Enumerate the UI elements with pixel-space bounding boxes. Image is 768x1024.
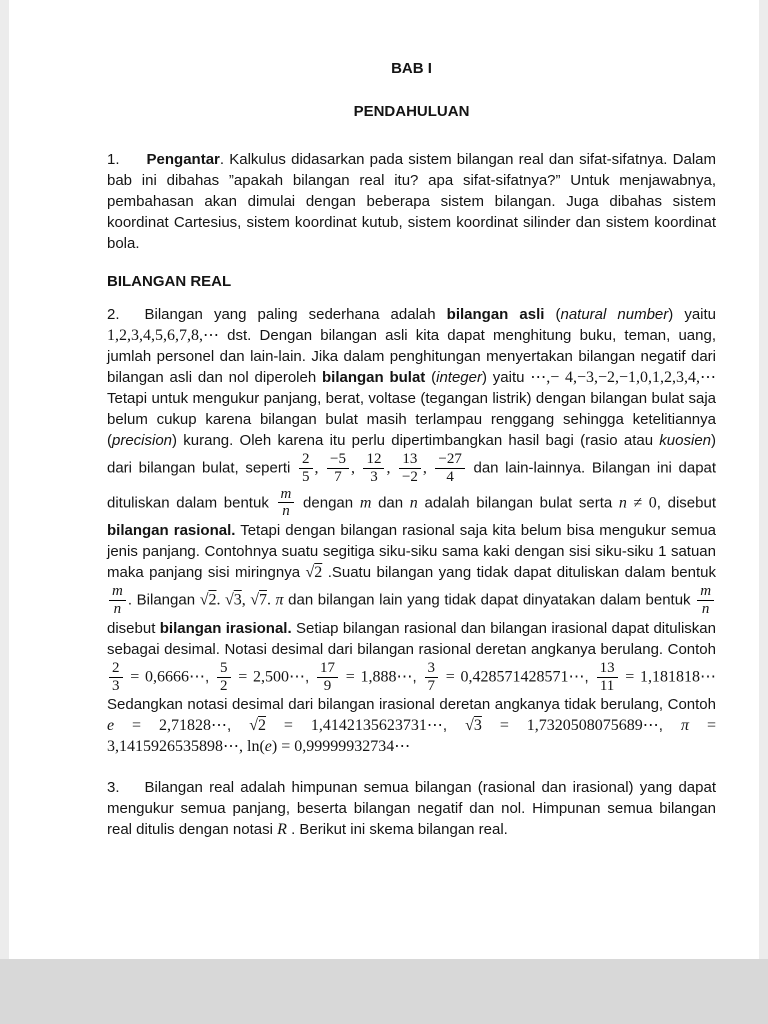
- fraction: $\frac{m}{n}$: [278, 486, 295, 521]
- text-run: 1,2,3,4,5,6,7,8,⋯: [107, 327, 219, 344]
- text-run: precision: [112, 432, 173, 449]
- text-run: ) kurang. Oleh karena itu perlu dipertimbangkan hasil bagi (rasio atau: [172, 432, 660, 449]
- text-run: 1.: [107, 151, 120, 168]
- fraction: $\frac{2}{5}$: [299, 451, 313, 486]
- text-run: ⋯,− 4,−3,−2,−1,0,1,2,3,4,⋯: [530, 369, 717, 386]
- paragraph-3: [107, 777, 716, 840]
- text-run: ) = 0,99999932734⋯: [271, 738, 411, 756]
- text-run: BILANGAN REAL: [107, 273, 232, 290]
- text-run: ,: [422, 459, 434, 477]
- radical: √3: [465, 717, 482, 735]
- text-run: Tetapi untuk mengukur panjang, berat, voltase (tegangan listrik) dengan bilangan bulat saja belum cukup karena bilangan bulat masih terlampau renggang sehingga ketelitiannya (: [107, 390, 716, 449]
- paragraph-2: [107, 304, 716, 757]
- radical: √2: [199, 591, 217, 609]
- text-run: π: [681, 717, 690, 735]
- text-run: m: [359, 493, 372, 511]
- text-run: e: [107, 717, 115, 735]
- fraction: $\frac{5}{2}$: [217, 660, 231, 695]
- text-run: ,: [241, 591, 251, 609]
- text-run: disebut: [107, 619, 160, 637]
- document-body: [9, 0, 759, 840]
- text-run: (: [425, 369, 437, 386]
- text-run: , ln(: [239, 738, 265, 756]
- text-run: PENDAHULUAN: [353, 103, 470, 120]
- text-run: R: [277, 821, 287, 839]
- text-run: ,: [226, 717, 250, 735]
- text-run: = 2,71828⋯: [114, 717, 227, 735]
- fraction: $\frac{13}{11}$: [597, 660, 618, 695]
- text-run: Bilangan real adalah himpunan semua bilangan (rasional dan irasional) yang dapat mengukur semua panjang, beserta bilangan negatif dan nol. Himpunan semua bilangan real ditulis dengan notasi: [107, 779, 716, 839]
- spacer: [120, 163, 147, 164]
- text-run: π: [275, 591, 284, 609]
- text-run: n: [618, 493, 627, 511]
- text-run: e: [264, 738, 272, 756]
- text-run: bilangan asli: [446, 306, 545, 323]
- radical: √2: [249, 717, 267, 735]
- chapter-number: [107, 58, 716, 79]
- fraction: $\frac{17}{9}$: [317, 660, 338, 695]
- fraction: $\frac{13}{-2}$: [399, 451, 421, 486]
- fraction: $\frac{2}{3}$: [109, 660, 123, 695]
- text-run: , disebut: [656, 493, 716, 511]
- text-run: 3.: [107, 779, 120, 797]
- text-run: ,: [584, 668, 595, 686]
- text-run: dan lain-lainnya. Bilangan ini dapat dituliskan dalam bentuk: [107, 459, 717, 511]
- fraction: $\frac{m}{n}$: [109, 583, 126, 618]
- text-run: integer: [436, 369, 482, 386]
- text-run: ,: [386, 459, 397, 477]
- text-run: natural number: [560, 306, 669, 323]
- viewer-bottom-band: [0, 959, 768, 1024]
- text-run: bilangan irasional.: [159, 619, 292, 637]
- text-run: .Suatu bilangan yang tidak dapat dituliskan dalam bentuk: [322, 564, 716, 582]
- text-run: (: [544, 306, 561, 323]
- text-run: Bilangan yang paling sederhana adalah: [144, 306, 447, 323]
- document-page: [9, 0, 759, 959]
- text-run: dan: [371, 493, 410, 511]
- text-run: Pengantar: [146, 151, 220, 168]
- text-run: . Kalkulus didasarkan pada sistem bilangan real dan sifat-sifatnya. Dalam bab ini dibahas ”apakah bilangan real itu? apa sifat-sifatnya?” Untuk menjawabnya, pembahasan akan dimulai dengan beberapa sistem bilangan. Juga dibahas sistem koordinat Cartesius, sistem koordinat kutub, sistem koordinat silinder dan sistem koordinat bola.: [107, 151, 716, 252]
- text-run: = 3,1415926535898⋯: [107, 717, 717, 756]
- text-run: adalah bilangan bulat serta: [417, 493, 619, 511]
- section-heading: [107, 271, 716, 292]
- radical: √2: [305, 564, 323, 582]
- text-run: . Berikut ini skema bilangan real.: [286, 821, 508, 839]
- text-run: = 1,7320508075689⋯: [481, 717, 659, 735]
- fraction: $\frac{-5}{7}$: [327, 451, 349, 486]
- text-run: dengan: [296, 493, 360, 511]
- text-run: = 0,6666⋯: [124, 668, 205, 686]
- text-run: ,: [658, 717, 682, 735]
- fraction: $\frac{-27}{4}$: [435, 451, 464, 486]
- text-run: n: [409, 493, 418, 511]
- text-run: kuosien: [659, 432, 711, 449]
- text-run: ) yaitu: [668, 306, 716, 323]
- fraction: $\frac{m}{n}$: [697, 583, 714, 618]
- fraction: $\frac{3}{7}$: [425, 660, 439, 695]
- spacer: [120, 791, 145, 792]
- text-run: dst. Dengan bilangan asli kita dapat menghitung buku, teman, uang, jumlah personel dan lain-lain. Jika dalam penghitungan menyertakan bilangan negatif dari bilangan asli dan nol diperoleh: [107, 327, 716, 386]
- chapter-title: [107, 101, 716, 122]
- radical: √3: [224, 591, 242, 609]
- text-run: Sedangkan notasi desimal dari bilangan irasional deretan angkanya tidak berulang, Contoh: [107, 696, 716, 714]
- text-run: ) dari bilangan bulat, seperti: [107, 432, 716, 477]
- text-run: .: [267, 591, 276, 609]
- spacer: [120, 318, 145, 319]
- text-run: ,: [442, 717, 466, 735]
- text-run: ,: [204, 668, 216, 686]
- text-run: bilangan bulat: [322, 369, 426, 386]
- radical: √7: [250, 591, 267, 609]
- text-run: ,: [304, 668, 316, 686]
- text-run: BAB I: [391, 60, 432, 77]
- text-run: ,: [412, 668, 423, 686]
- text-run: ) yaitu: [482, 369, 531, 386]
- text-run: Setiap bilangan rasional dan bilangan irasional dapat dituliskan sebagai desimal. Notasi desimal dari bilangan rasional deretan angkanya berulang. Contoh: [107, 619, 716, 658]
- text-run: 2.: [107, 306, 120, 323]
- text-run: = 0,428571428571⋯: [440, 668, 585, 686]
- text-run: = 1,4142135623731⋯: [266, 717, 443, 735]
- fraction: $\frac{12}{3}$: [363, 451, 384, 486]
- text-run: . Bilangan: [127, 591, 200, 609]
- text-run: ≠ 0: [626, 493, 657, 511]
- text-run: Tetapi dengan bilangan rasional saja kita belum bisa mengukur semua jenis panjang. Contohnya suatu segitiga siku-siku sama kaki dengan sisi siku-siku 1 satuan maka panjang sisi miringnya: [107, 522, 717, 582]
- text-run: ,: [314, 459, 325, 477]
- text-run: = 1,888⋯: [340, 668, 413, 686]
- text-run: bilangan rasional.: [107, 522, 236, 540]
- text-run: = 1,181818⋯: [619, 668, 717, 686]
- text-run: .: [216, 591, 225, 609]
- paragraph-1: [107, 149, 716, 254]
- text-run: ,: [350, 459, 362, 477]
- text-run: dan bilangan lain yang tidak dapat dinyatakan dalam bentuk: [283, 591, 696, 609]
- text-run: = 2,500⋯: [232, 668, 305, 686]
